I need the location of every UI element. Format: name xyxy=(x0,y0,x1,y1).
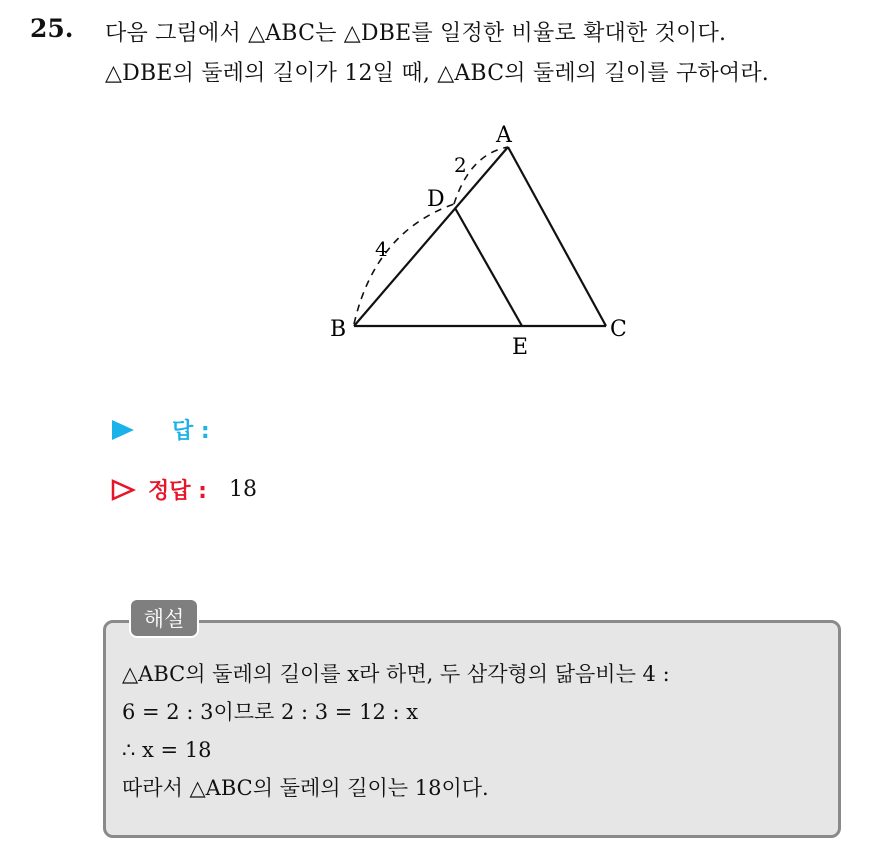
solution-line-3: ∴ x = 18 xyxy=(122,738,212,762)
correct-answer-label: 정답 : xyxy=(148,479,207,504)
solution-line-1: △ABC의 둘레의 길이를 x라 하면, 두 삼각형의 닮음비는 4 : xyxy=(122,662,670,686)
segment-de xyxy=(455,208,522,326)
solution-text xyxy=(122,655,832,807)
problem-number: 25. xyxy=(30,14,74,43)
triangle-figure xyxy=(320,112,640,362)
play-triangle-icon xyxy=(110,418,136,442)
triangle-diagram xyxy=(320,112,640,362)
answer-row xyxy=(110,414,210,445)
solution-tag: 해설 xyxy=(129,598,199,638)
arc-bd xyxy=(354,204,454,324)
solution-line-2: 6 = 2 : 3이므로 2 : 3 = 12 : x xyxy=(122,700,419,724)
label-length-bd: 4 xyxy=(375,237,388,261)
label-a: A xyxy=(496,123,512,148)
correct-answer-value: 18 xyxy=(228,477,257,502)
correct-answer-row xyxy=(110,474,257,505)
outline-triangle-icon xyxy=(110,478,136,502)
label-c: C xyxy=(610,317,627,342)
label-length-ad: 2 xyxy=(454,153,467,177)
question-line-1: 다음 그림에서 △ABC는 △DBE를 일정한 비율로 확대한 것이다. xyxy=(105,21,727,46)
label-d: D xyxy=(427,187,445,212)
solution-line-4: 따라서 △ABC의 둘레의 길이는 18이다. xyxy=(122,776,489,800)
side-ac xyxy=(508,147,606,326)
question-line-2: △DBE의 둘레의 길이가 12일 때, △ABC의 둘레의 길이를 구하여라. xyxy=(105,61,769,86)
answer-label: 답 : xyxy=(172,419,210,444)
label-e: E xyxy=(512,335,529,360)
label-b: B xyxy=(330,317,347,342)
